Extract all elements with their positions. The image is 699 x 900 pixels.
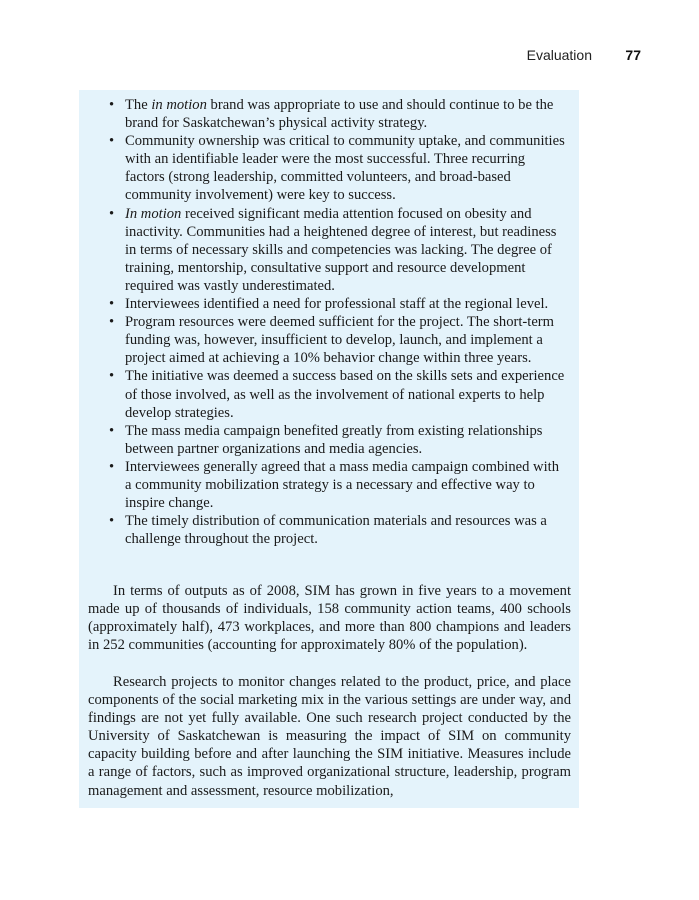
outputs-paragraph: In terms of outputs as of 2008, SIM has grown in five years to a movement made up of thousands of individuals, 158 community action teams, 400 schools (approximately half), 473 workplaces, and more than 800 champions and leaders in 252 communities (accounting for approximately 80% of the population). xyxy=(88,583,571,654)
bullet-item: • Program resources were deemed sufficient for the project. The short-term funding was, however, insufficient to develop, launch, and implement a project aimed at achieving a 10% behavior change within three years. xyxy=(107,313,567,367)
bullet-item: • The mass media campaign benefited greatly from existing relationships between partner organizations and media agencies. xyxy=(107,422,567,458)
research-paragraph: Research projects to monitor changes related to the product, price, and place components of the social marketing mix in the various settings are under way, and findings are not yet fully available. One such research project conducted by the University of Saskatchewan is measuring the impact of SIM on community capacity building before and after launching the SIM initiative. Measures include a range of factors, such as improved organizational structure, leadership, program management and assessment, resource mobilization, xyxy=(88,674,571,799)
findings-bullet-list xyxy=(107,96,567,548)
running-head xyxy=(0,47,699,67)
bullet-item: • In motion received significant media attention focused on obesity and inactivity. Communities had a heightened degree of interest, but readiness in terms of necessary skills and competencies was lacking. The degree of training, mentorship, consultative support and resource development required was vastly underestimated. xyxy=(107,205,567,295)
bullet-item: • The in motion brand was appropriate to use and should continue to be the brand for Saskatchewan’s physical activity strategy. xyxy=(107,96,567,132)
shaded-content-box xyxy=(79,90,579,808)
bullet-item: • Community ownership was critical to community uptake, and communities with an identifiable leader were the most successful. Three recurring factors (strong leadership, committed volunteers, and broad-based community involvement) were key to success. xyxy=(107,132,567,204)
bullet-item: • Interviewees generally agreed that a mass media campaign combined with a community mobilization strategy is a necessary and effective way to inspire change. xyxy=(107,458,567,512)
running-head-section-title: Evaluation xyxy=(526,47,592,63)
bullet-item: • The initiative was deemed a success based on the skills sets and experience of those involved, as well as the involvement of national experts to help develop strategies. xyxy=(107,367,567,421)
bullet-item: • The timely distribution of communication materials and resources was a challenge throughout the project. xyxy=(107,512,567,548)
page-number: 77 xyxy=(625,47,641,63)
bullet-item: • Interviewees identified a need for professional staff at the regional level. xyxy=(107,295,567,313)
